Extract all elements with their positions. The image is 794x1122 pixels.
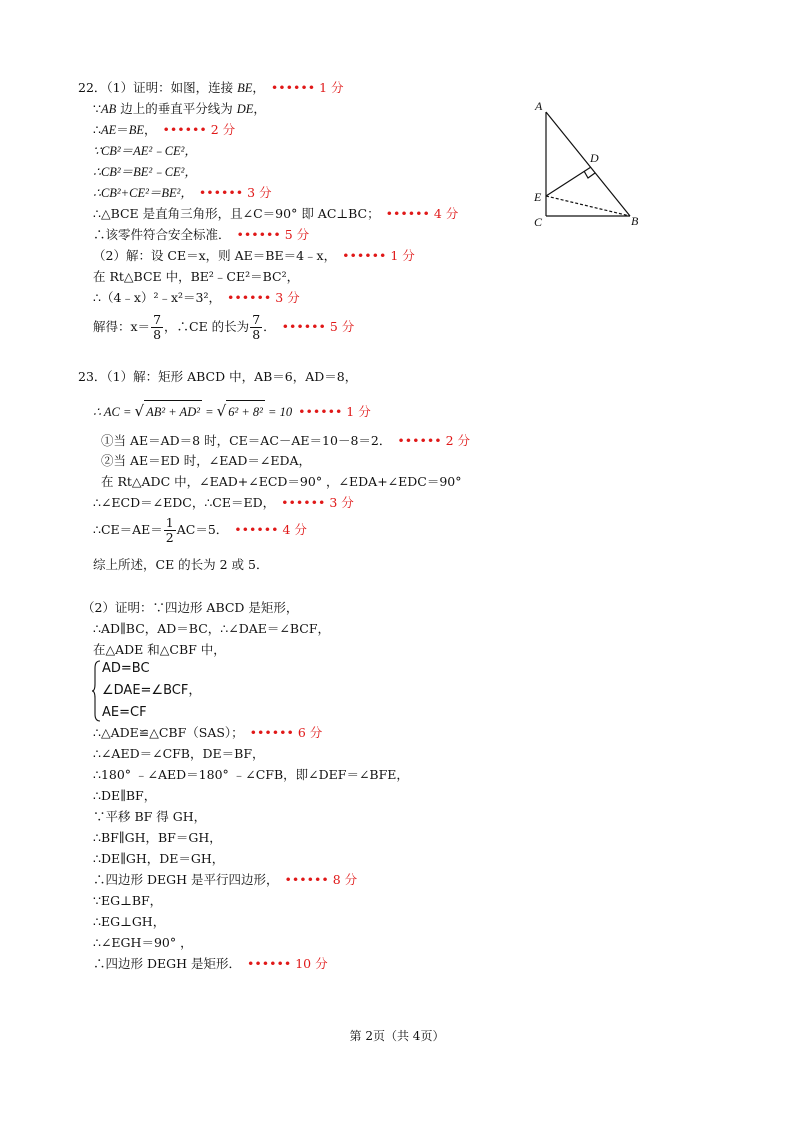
q22-l2-a: ∵ — [93, 101, 101, 116]
q23b-line-14: ∴∠EGH＝90° ， — [93, 935, 193, 950]
fraction-denominator: 8 — [252, 327, 261, 342]
system-eq-1: AD=BC — [102, 661, 150, 676]
q22-line-8 — [93, 227, 309, 243]
radicand: AB² + AD² — [144, 400, 202, 423]
q23b-l4-text: ∴△ADE≌△CBF（SAS）； — [93, 725, 244, 740]
fraction-numerator: 7 — [252, 312, 261, 327]
score-mark: •••••• 2 分 — [397, 433, 470, 448]
q23b-line-11 — [93, 872, 357, 888]
fraction — [151, 313, 163, 342]
q23-line-6 — [93, 495, 354, 511]
score-mark: •••••• 2 分 — [162, 122, 236, 137]
q22-l6-text: ∴CB²+CE²＝BE²， — [93, 186, 193, 200]
left-brace-icon — [92, 660, 102, 722]
q23-l7-a: ∴CE＝AE＝ — [93, 522, 163, 537]
q22-line-3 — [93, 122, 235, 138]
q23-line-3 — [101, 433, 470, 449]
score-mark: •••••• 10 分 — [246, 956, 328, 971]
q23-line-7 — [93, 515, 307, 545]
q22-line-1 — [78, 80, 344, 96]
score-mark: •••••• 6 分 — [249, 725, 323, 740]
label-a: A — [535, 99, 543, 113]
q23b-line-8: ∵平移 BF 得 GH， — [93, 809, 207, 824]
q23b-l15-text: ∴四边形 DEGH 是矩形． — [93, 956, 241, 971]
right-angle-mark — [584, 171, 595, 178]
q23b-line-7: ∴DE∥BF， — [93, 788, 157, 803]
fraction-numerator: 7 — [153, 312, 162, 327]
q22-l12-b: ，∴CE 的长为 — [164, 319, 250, 334]
q22-line-7 — [93, 206, 458, 222]
q23b-line-9: ∴BF∥GH，BF＝GH， — [93, 830, 222, 845]
q23b-line-15 — [93, 956, 328, 972]
sqrt-icon: √ — [134, 402, 145, 420]
q23b-line-13: ∴EG⊥GH， — [93, 914, 166, 929]
q23-l2-c: = 10 — [264, 405, 293, 419]
q23-line-4: ②当 AE＝ED 时，∠EAD＝∠EDA， — [101, 453, 312, 468]
q22-line-2 — [93, 101, 266, 117]
q22-l1-punct: ， — [252, 80, 265, 95]
q22-line-11 — [93, 290, 300, 306]
q22-l3-d: BE — [128, 123, 145, 137]
score-mark: •••••• 4 分 — [234, 522, 307, 537]
score-mark: •••••• 4 分 — [385, 206, 459, 221]
q22-l3-e: ， — [144, 122, 157, 137]
edge-eb-dashed — [546, 196, 630, 216]
q23-l3-text: ①当 AE＝AD＝8 时，CE＝AC－AE＝10－8＝2． — [101, 433, 392, 448]
q22-l12-a: 解得：x＝ — [93, 319, 151, 334]
label-d: D — [590, 151, 599, 165]
q22-l1-text: 22．（1）证明：如图，连接 — [78, 80, 238, 95]
q23b-line-10: ∴DE∥GH，DE＝GH， — [93, 851, 225, 866]
q22-line-12 — [93, 312, 354, 342]
triangle-figure — [525, 95, 650, 235]
score-mark: •••••• 3 分 — [227, 290, 300, 305]
q22-l11-text: ∴（4﹣x）²﹣x²＝3²， — [93, 290, 221, 305]
q22-l7-text: ∴△BCE 是直角三角形，且∠C＝90° 即 AC⊥BC； — [93, 206, 380, 221]
fraction-denominator: 2 — [165, 530, 174, 545]
q22-l2-e: ， — [253, 101, 266, 116]
page-footer: 第 2页（共 4页） — [349, 1029, 445, 1043]
q23-l2-a: ∴ AC = — [93, 405, 135, 419]
score-mark: •••••• 1 分 — [342, 248, 415, 263]
q23-line-8: 综上所述，CE 的长为 2 或 5． — [93, 557, 269, 572]
label-c: C — [534, 215, 543, 229]
q22-l3-a: ∴ — [93, 122, 101, 137]
q22-l2-d: DE — [236, 102, 254, 116]
q23b-line-3: 在△ADE 和△CBF 中， — [93, 642, 226, 657]
q23-l2-b: = — [201, 405, 217, 419]
score-mark: •••••• 5 分 — [236, 227, 310, 242]
system-eq-2: ∠DAE=∠BCF， — [102, 683, 202, 698]
q23-l6-text: ∴∠ECD＝∠EDC，∴CE＝ED， — [93, 495, 276, 510]
radicand: 6² + 8² — [226, 400, 265, 423]
q23b-l11-text: ∴四边形 DEGH 是平行四边形， — [93, 872, 279, 887]
q22-line-4: ∵CB²＝AE²﹣CE²， — [93, 144, 197, 158]
q22-line-10: 在 Rt△BCE 中，BE²﹣CE²＝BC²， — [93, 269, 300, 284]
fraction — [164, 516, 176, 545]
q22-l2-c: 边上的垂直平分线为 — [116, 101, 237, 116]
q22-l3-c: ＝ — [116, 122, 129, 137]
q22-l1-var: BE — [237, 81, 253, 95]
fraction-numerator: 1 — [165, 515, 174, 530]
q23b-line-12: ∵EG⊥BF， — [93, 893, 163, 908]
q22-l9-text: （2）解：设 CE＝x，则 AE＝BE＝4﹣x， — [93, 248, 337, 263]
score-mark: •••••• 8 分 — [284, 872, 358, 887]
label-b: B — [631, 214, 639, 228]
q23b-line-2: ∴AD∥BC，AD＝BC，∴∠DAE＝∠BCF， — [93, 621, 331, 636]
score-mark: •••••• 3 分 — [281, 495, 354, 510]
label-e: E — [534, 190, 542, 204]
q22-l12-c: ． — [263, 319, 276, 334]
q23b-line-5: ∴∠AED＝∠CFB，DE＝BF， — [93, 746, 265, 761]
q22-line-9 — [93, 248, 415, 264]
q23-line-5: 在 Rt△ADC 中，∠EAD+∠ECD＝90° ，∠EDA+∠EDC＝90° — [101, 474, 462, 489]
q23b-line-6: ∴180° ﹣∠AED＝180° ﹣∠CFB，即∠DEF＝∠BFE， — [93, 767, 409, 782]
fraction-denominator: 8 — [153, 327, 162, 342]
q22-l2-b: AB — [100, 102, 117, 116]
q23-l7-b: AC＝5． — [176, 522, 229, 537]
sqrt-icon: √ — [216, 402, 227, 420]
q22-line-6 — [93, 185, 272, 201]
score-mark: •••••• 3 分 — [198, 185, 272, 200]
score-mark: •••••• 1 分 — [270, 80, 344, 95]
score-mark: •••••• 5 分 — [281, 319, 355, 334]
edge-ab — [546, 112, 630, 216]
q23b-line-4 — [93, 725, 322, 741]
q22-line-5: ∴CB²＝BE²﹣CE²， — [93, 165, 197, 179]
fraction — [250, 313, 262, 342]
q22-l8-text: ∴该零件符合安全标准． — [93, 227, 231, 242]
score-mark: •••••• 1 分 — [298, 404, 371, 419]
q23b-line-1: （2）证明：∵四边形 ABCD 是矩形， — [82, 600, 299, 615]
q22-l3-b: AE — [100, 123, 117, 137]
system-eq-3: AE=CF — [102, 705, 147, 720]
q23-line-2 — [93, 400, 371, 423]
q23-line-1: 23．（1）解：矩形 ABCD 中，AB＝6，AD＝8， — [78, 369, 358, 384]
